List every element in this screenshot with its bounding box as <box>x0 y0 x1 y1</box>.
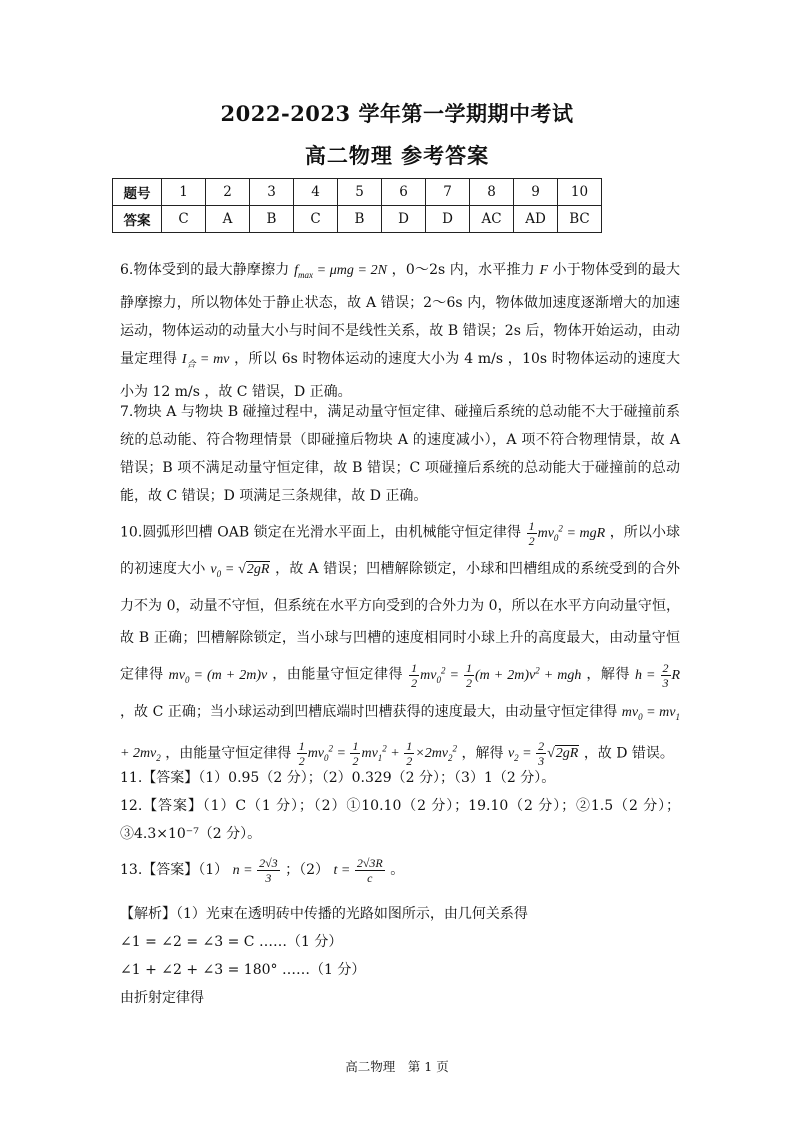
formula: $v_2$ = $\frac{2}{3}$ √2gR <box>507 739 579 769</box>
table-cell: C <box>294 206 338 233</box>
formula: $mv_0 = (m + 2m)v$ <box>168 667 268 685</box>
table-cell: A <box>206 206 250 233</box>
q10-solution: 10.圆弧形凹槽 OAB 锁定在光滑水平面上，由机械能守恒定律得 $\frac{1}{2}$ $mv_0^2$ = mgR ，所以小球的初速度大小 $v_0 = √2gR$ ，故 A 错误；凹槽解除锁定，小球和凹槽组成的系统受到的合外力不为 0，动量不守恒，但系统在水平方向受到的合外力为 0，所以在水平方向动量守恒，故 B 正确；凹槽解除锁定，当小球与凹槽的速度相同时小球上升的高度最大，由动量守恒定律得 $mv_0 = (m + 2m)v$ ，由能量守恒定律得 $\frac{1}{2}$ $mv_0^2$ = $\frac{1}{2}$ $(m + 2m)v^2$ + mgh ，解得 h = $\frac{2}{3}$ R ，故 C 正确；当小球运动到凹槽底端时凹槽获得的速度最大，由动量守恒定律得 $mv_0 = mv_1 + 2mv_2$ ，由能量守恒定律得 $\frac{1}{2}$ $mv_0^2$ = $\frac{1}{2}$ $mv_1^2$ + $\frac{1}{2}$ $\times 2mv_2^2$ ，解得 $v_2$ = $\frac{2}{3}$ √2gR ，故 D 错误。 <box>120 518 681 769</box>
table-cell: D <box>382 206 426 233</box>
table-row-label: 答案 <box>113 206 162 233</box>
formula: n = $\frac{2√3}{3}$ <box>232 856 278 886</box>
formula: $v_0 = √2gR$ <box>210 562 270 580</box>
table-cell: 4 <box>294 179 338 206</box>
table-cell: B <box>250 206 294 233</box>
formula: $mv_0 = mv_1 + 2mv_2$ <box>120 704 680 763</box>
q13-equation-2: ∠1 + ∠2 + ∠3 = 180° ……（1 分） <box>120 962 366 978</box>
formula: $\frac{1}{2}$ $mv_0^2$ = $\frac{1}{2}$ $(m + 2m)v^2$ + mgh <box>411 661 582 691</box>
formula: t = $\frac{2√3R}{c}$ <box>333 856 383 886</box>
table-cell: 3 <box>250 179 294 206</box>
table-cell: BC <box>558 206 602 233</box>
formula: $f_{max} = \mu mg = 2N$ <box>294 263 388 280</box>
q13-analysis: 【解析】（1）光束在透明砖中传播的光路如图所示，由几何关系得 <box>120 906 528 922</box>
table-row-label: 题号 <box>113 179 162 206</box>
formula: $\frac{1}{2}$ $mv_0^2$ = mgR <box>528 518 606 548</box>
table-cell: 10 <box>558 179 602 206</box>
formula: $I_合$ = mv <box>181 351 230 369</box>
table-cell: 6 <box>382 179 426 206</box>
table-cell: 7 <box>426 179 470 206</box>
table-cell: AC <box>470 206 514 233</box>
page-title: 2022-2023 学年第一学期期中考试 <box>220 101 574 126</box>
formula: $\frac{1}{2}$ $mv_0^2$ = $\frac{1}{2}$ $mv_1^2$ + $\frac{1}{2}$ $\times 2mv_2^2$ <box>298 739 458 769</box>
formula: F <box>539 263 548 278</box>
answer-table-number-row <box>113 179 602 206</box>
table-cell: B <box>338 206 382 233</box>
q13-refraction-line: 由折射定律得 <box>120 990 204 1006</box>
table-cell: 1 <box>162 179 206 206</box>
table-cell: AD <box>514 206 558 233</box>
q12-answer: 12.【答案】（1）C（1 分）；（2）①10.10（2 分）；19.10（2 分）；②1.5（2 分）；③4.3×10⁻⁷（2 分）。 <box>120 798 680 842</box>
formula: h = $\frac{2}{3}$ R <box>635 661 681 691</box>
answer-table-answer-row <box>113 206 602 233</box>
table-cell: D <box>426 206 470 233</box>
q7-solution: 7.物块 A 与物块 B 碰撞过程中，满足动量守恒定律、碰撞后系统的总动能不大于碰撞前系统的总动能、符合物理情景（即碰撞后物块 A 的速度减小），A 项不符合物理情景，故 A 错误；B 项不满足动量守恒定律，故 B 错误；C 项碰撞后系统的总动能大于碰撞前的总动能，故 C 错误；D 项满足三条规律，故 D 正确。 <box>120 404 680 504</box>
page-footer: 高二物理 第 1 页 <box>345 1059 449 1074</box>
answer-table <box>112 178 602 233</box>
q13-answer: 13.【答案】（1） n = $\frac{2√3}{3}$ ；（2） t = $\frac{2√3R}{c}$ 。 <box>120 856 405 886</box>
table-cell: 9 <box>514 179 558 206</box>
table-cell: C <box>162 206 206 233</box>
page-subtitle: 高二物理 参考答案 <box>304 143 490 168</box>
table-cell: 2 <box>206 179 250 206</box>
table-cell: 8 <box>470 179 514 206</box>
q6-solution: 6.物体受到的最大静摩擦力 $f_{max} = \mu mg = 2N$ ，0～2s 内，水平推力 F 小于物体受到的最大静摩擦力，所以物体处于静止状态，故 A 错误；2～6s 内，物体做加速度逐渐增大的加速运动，物体运动的动量大小与时间不是线性关系，故 B 错误；2s 后，物体开始运动，由动量定理得 $I_合$ = mv ，所以 6s 时物体运动的速度大小为 4 m/s ，10s 时物体运动的速度大小为 12 m/s ，故 C 错误，D 正确。 <box>120 262 681 400</box>
table-cell: 5 <box>338 179 382 206</box>
q13-equation-1: ∠1 = ∠2 = ∠3 = C ……（1 分） <box>120 934 343 950</box>
q11-answer: 11.【答案】（1）0.95（2 分）；（2）0.329（2 分）；（3）1（2 分）。 <box>120 770 556 786</box>
